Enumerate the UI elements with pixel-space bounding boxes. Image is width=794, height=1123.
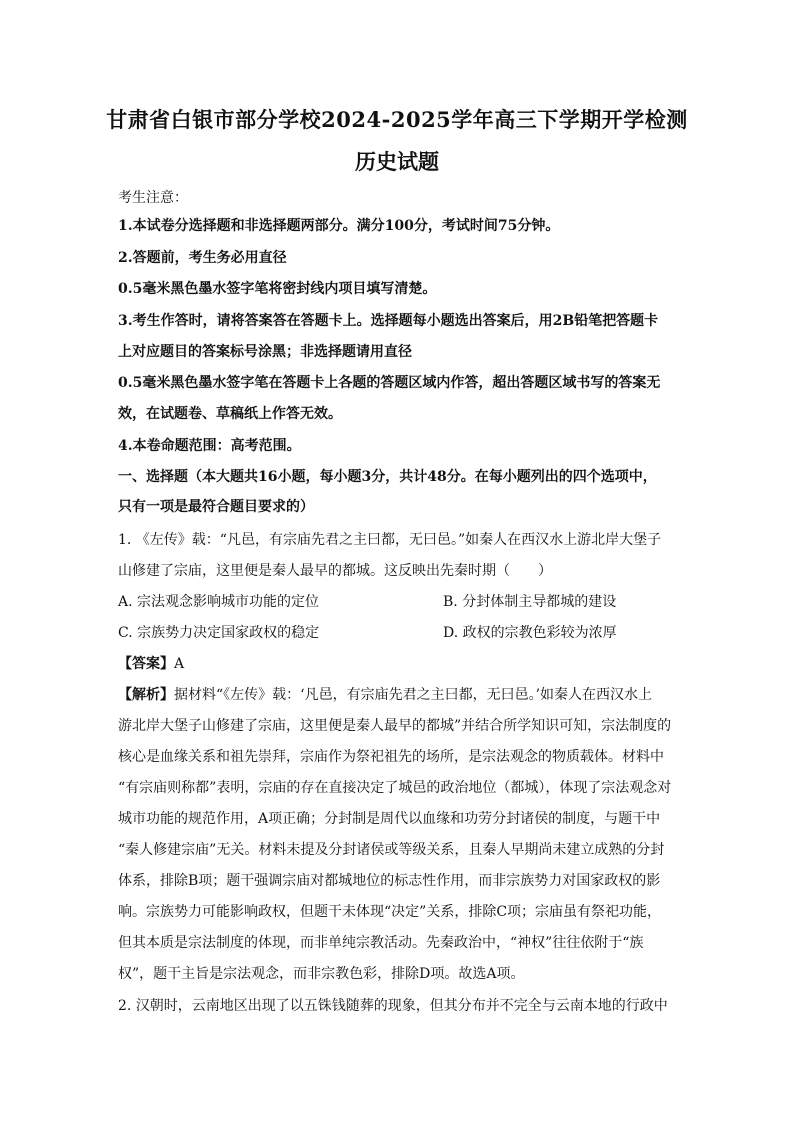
notice-item-3: 3.考生作答时，请将答案答在答题卡上。选择题每小题选出答案后，用2B铅笔把答题卡 — [118, 313, 659, 329]
question-1-analysis-line: “有宗庙则称都”表明，宗庙的存在直接决定了城邑的政治地位（都城），体现了宗法观念对 — [118, 780, 672, 796]
question-1-analysis-line — [118, 685, 678, 705]
question-2-stem: 2. 汉朝时，云南地区出现了以五铢钱随葬的现象，但其分布并不完全与云南本地的行政中 — [118, 998, 668, 1014]
notice-item-1: 1.本试卷分选择题和非选择题两部分。满分100分，考试时间75分钟。 — [118, 218, 560, 234]
question-1-analysis-line: 响。宗族势力可能影响政权，但题干未体现“决定”关系，排除C项；宗庙虽有祭祀功能， — [118, 904, 662, 920]
analysis-text: 据材料“《左传》载：‘凡邑，有宗庙先君之主曰都，无曰邑。’如秦人在西汉水上 — [174, 687, 653, 703]
notice-item-3-cont: 上对应题目的答案标号涂黑；非选择题请用直径 — [118, 344, 412, 360]
question-1-analysis-line: 游北岸大堡子山修建了宗庙，这里便是秦人最早的都城”并结合所学知识可知，宗法制度的 — [118, 718, 672, 734]
section-heading: 一、选择题（本大题共16小题，每小题3分，共计48分。在每小题列出的四个选项中， — [118, 469, 657, 485]
question-1-option-a: A. 宗法观念影响城市功能的定位 — [118, 594, 320, 610]
notice-item-3-cont2: 0.5毫米黑色墨水签字笔在答题卡上各题的答题区域内作答，超出答题区域书写的答案无 — [118, 375, 661, 391]
exam-subject-title: 历史试题 — [355, 149, 439, 174]
question-1-answer — [118, 654, 678, 674]
notice-heading: 考生注意： — [118, 190, 188, 206]
question-1-option-d: D. 政权的宗教色彩较为浓厚 — [443, 625, 617, 641]
question-1-analysis-line: 权”，题干主旨是宗法观念，而非宗教色彩，排除D项。故选A项。 — [118, 966, 525, 982]
question-1-stem-cont: 山修建了宗庙，这里便是秦人最早的都城。这反映出先秦时期（ ） — [118, 563, 552, 579]
question-1-option-c: C. 宗族势力决定国家政权的稳定 — [118, 625, 320, 641]
notice-item-3-cont3: 效，在试题卷、草稿纸上作答无效。 — [118, 406, 342, 422]
notice-item-4: 4.本卷命题范围：高考范围。 — [118, 438, 301, 454]
question-1-analysis-line: 城市功能的规范作用，A项正确；分封制是周代以血缘和功劳分封诸侯的制度，与题干中 — [118, 811, 661, 827]
notice-item-2-cont: 0.5毫米黑色墨水签字笔将密封线内项目填写清楚。 — [118, 281, 437, 297]
question-1-stem: 1. 《左传》载：“凡邑，有宗庙先君之主曰都，无曰邑。”如秦人在西汉水上游北岸大堡子 — [118, 532, 662, 548]
question-1-analysis-line: 体系，排除B项；题干强调宗庙对都城地位的标志性作用，而非宗族势力对国家政权的影 — [118, 873, 661, 889]
question-1-analysis-line: 但其本质是宗法制度的体现，而非单纯宗教活动。先秦政治中，“神权”往往依附于“族 — [118, 935, 644, 951]
analysis-label: 【解析】 — [118, 687, 174, 703]
question-1-analysis-line: 核心是血缘关系和祖先崇拜，宗庙作为祭祀祖先的场所，是宗法观念的物质载体。材料中 — [118, 749, 664, 765]
question-1-option-b: B. 分封体制主导都城的建设 — [443, 594, 617, 610]
answer-value: A — [174, 656, 185, 672]
exam-title: 甘肃省白银市部分学校2024-2025学年高三下学期开学检测 — [106, 107, 688, 132]
question-1-analysis-line: “秦人修建宗庙”无关。材料未提及分封诸侯或等级关系，且秦人早期尚未建立成熟的分封 — [118, 842, 665, 858]
section-heading-cont: 只有一项是最符合题目要求的） — [118, 499, 314, 515]
answer-label: 【答案】 — [118, 656, 174, 672]
notice-item-2: 2.答题前，考生务必用直径 — [118, 250, 287, 266]
